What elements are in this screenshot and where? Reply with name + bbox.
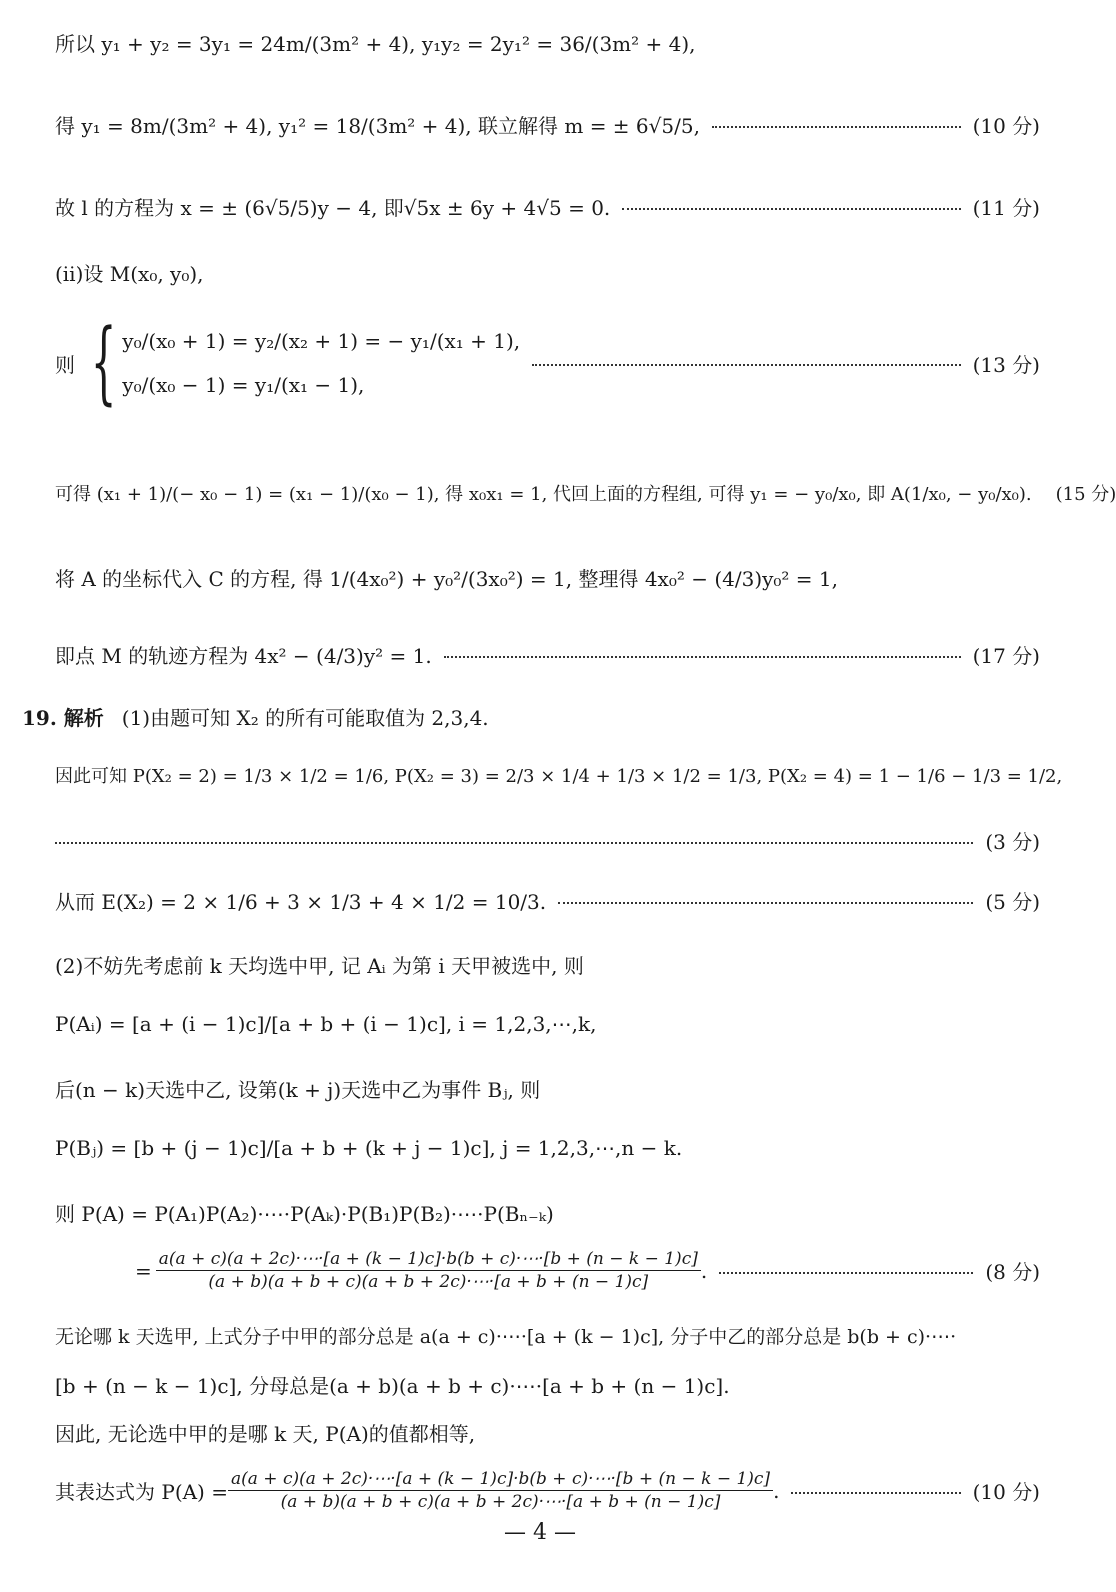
- line-8: 即点 M 的轨迹方程为 4x² − (4/3)y² = 1. (17 分): [55, 644, 1040, 668]
- left-brace: {: [90, 310, 117, 415]
- q19-line-5: P(Aᵢ) = [a + (i − 1)c]/[a + b + (i − 1)c], i = 1,2,3,⋯,k,: [55, 1012, 597, 1036]
- q19-line-8: 则 P(A) = P(A₁)P(A₂)·⋯·P(Aₖ)·P(B₁)P(B₂)·⋯·P(Bₙ₋ₖ): [55, 1202, 554, 1226]
- q19-header: 19. 解析 (1)由题可知 X₂ 的所有可能取值为 2,3,4.: [22, 702, 1040, 731]
- q19-line-7: P(Bⱼ) = [b + (j − 1)c]/[a + b + (k + j − 1)c], j = 1,2,3,⋯,n − k.: [55, 1136, 683, 1160]
- q19-line-2-score: (3 分): [55, 826, 1040, 855]
- leader-dots: [791, 1492, 960, 1494]
- line-1: 所以 y₁ + y₂ = 3y₁ = 24m/(3m² + 4), y₁y₂ = 2y₁² = 36/(3m² + 4),: [55, 32, 696, 56]
- q19-line-2: 因此可知 P(X₂ = 2) = 1/3 × 1/2 = 1/6, P(X₂ = 3) = 2/3 × 1/4 + 1/3 × 1/2 = 1/3, P(X₂ = 4) = 1 − 1/6 − 1/3 = 1/2,: [55, 766, 1063, 787]
- line-4: (ⅱ)设 M(x₀, y₀),: [55, 262, 204, 286]
- q19-line-3: 从而 E(X₂) = 2 × 1/6 + 3 × 1/3 + 4 × 1/2 = 10/3. (5 分): [55, 890, 1040, 914]
- page-number: — 4 —: [504, 1520, 576, 1545]
- q19-line-11: [b + (n − k − 1)c], 分母总是(a + b)(a + b + c)·⋯·[a + b + (n − 1)c].: [55, 1374, 730, 1398]
- line-6: 可得 (x₁ + 1)/(− x₀ − 1) = (x₁ − 1)/(x₀ − 1), 得 x₀x₁ = 1, 代回上面的方程组, 可得 y₁ = − y₀/x₀, 即 A(1/x₀, − y₀/x₀). (15 分): [55, 484, 1116, 505]
- line-2: 得 y₁ = 8m/(3m² + 4), y₁² = 18/(3m² + 4), 联立解得 m = ± 6√5/5, (10 分): [55, 114, 1040, 138]
- leader-dots: [719, 1272, 973, 1274]
- q19-line-4: (2)不妨先考虑前 k 天均选中甲, 记 Aᵢ 为第 i 天甲被选中, 则: [55, 954, 584, 978]
- line-7: 将 A 的坐标代入 C 的方程, 得 1/(4x₀²) + y₀²/(3x₀²) = 1, 整理得 4x₀² − (4/3)y₀² = 1,: [55, 567, 839, 591]
- line-3: 故 l 的方程为 x = ± (6√5/5)y − 4, 即√5x ± 6y + 4√5 = 0. (11 分): [55, 196, 1040, 220]
- q19-line-12: 因此, 无论选中甲的是哪 k 天, P(A)的值都相等,: [55, 1422, 476, 1446]
- system-eq-1: y₀/(x₀ + 1) = y₂/(x₂ + 1) = − y₁/(x₁ + 1),: [122, 329, 521, 353]
- q19-line-13: 其表达式为 P(A) = a(a + c)(a + 2c)·⋯·[a + (k − 1)c]·b(b + c)·⋯·[b + (n − k − 1)c] (a + b)(a + b + c)(a + b + 2c)·⋯·[a + b + (n − 1)c] . (10 分): [55, 1469, 1040, 1513]
- q19-line-9: = a(a + c)(a + 2c)·⋯·[a + (k − 1)c]·b(b + c)·⋯·[b + (n − k − 1)c] (a + b)(a + b + c)(a + b + 2c)·⋯·[a + b + (n − 1)c] . (8 分): [135, 1249, 1040, 1293]
- system-equations: [122, 329, 520, 397]
- leader-dots: [712, 126, 961, 128]
- system-eq-2: y₀/(x₀ − 1) = y₁/(x₁ − 1),: [122, 373, 365, 397]
- q19-line-10: 无论哪 k 天选甲, 上式分子中甲的部分总是 a(a + c)·⋯·[a + (k − 1)c], 分子中乙的部分总是 b(b + c)·⋯·: [55, 1326, 957, 1348]
- leader-dots: [532, 364, 960, 366]
- q19-label: 19. 解析: [22, 706, 104, 730]
- leader-dots: [622, 208, 960, 210]
- probability-fraction: a(a + c)(a + 2c)·⋯·[a + (k − 1)c]·b(b + c)·⋯·[b + (n − k − 1)c] (a + b)(a + b + c)(a + b + 2c)·⋯·[a + b + (n − 1)c]: [156, 1248, 701, 1293]
- leader-dots: [558, 902, 973, 904]
- leader-dots: [55, 842, 973, 844]
- final-probability-fraction: a(a + c)(a + 2c)·⋯·[a + (k − 1)c]·b(b + c)·⋯·[b + (n − k − 1)c] (a + b)(a + b + c)(a + b + 2c)·⋯·[a + b + (n − 1)c]: [228, 1468, 773, 1513]
- q19-line-6: 后(n − k)天选中乙, 设第(k + j)天选中乙为事件 Bⱼ, 则: [55, 1078, 541, 1102]
- equation-system: 则 { y₀/(x₀ + 1) = y₂/(x₂ + 1) = − y₁/(x₁ + 1), y₀/(x₀ − 1) = y₁/(x₁ − 1), (13 分): [55, 310, 1040, 415]
- leader-dots: [444, 656, 961, 658]
